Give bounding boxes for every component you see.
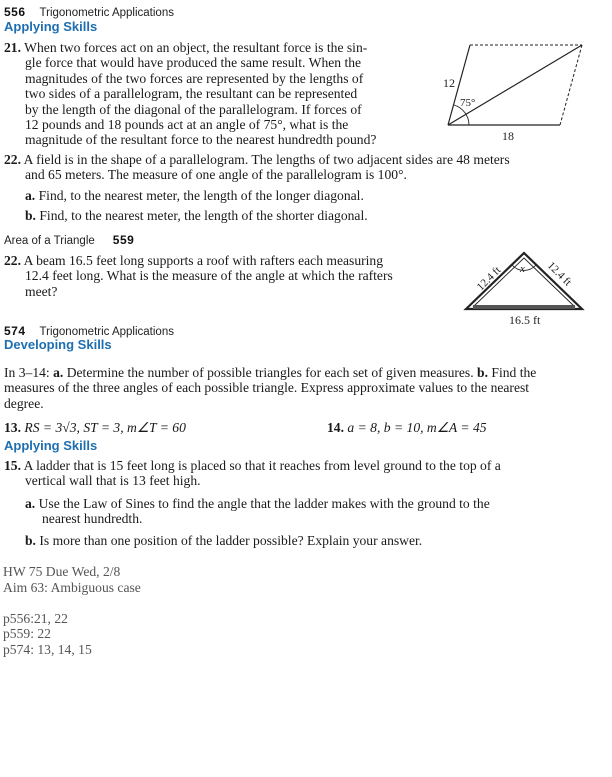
problem-text-line: magnitudes of the two forces are represented by the lengths of <box>25 70 364 86</box>
problem-text-line: two sides of a parallelogram, the resultant can be represented <box>25 86 358 102</box>
section-heading-developing-skills: Developing Skills <box>4 337 112 352</box>
problem-text-line: 12 pounds and 18 pounds act at an angle of 75°, what is the <box>25 117 349 133</box>
part-label: a. <box>53 365 64 380</box>
problem-text-line: 12.4 feet long. What is the measure of the angle at which the rafters <box>25 268 393 284</box>
problem-text-line: A ladder that is 15 feet long is placed so that it reaches from level ground to the top of a <box>23 458 501 473</box>
page-number: 574 <box>4 324 26 338</box>
instructions-line: measures of the three angles of each possible triangle. Express approximate values to the nearest <box>4 380 530 396</box>
homework-aim: Aim 63: Ambiguous case <box>3 579 141 595</box>
homework-due: HW 75 Due Wed, 2/8 <box>3 564 121 579</box>
part-label: b. <box>25 208 36 224</box>
problem-text: a = 8, b = 10, m∠A = 45 <box>347 420 487 435</box>
problem-text-line: vertical wall that is 13 feet high. <box>25 473 201 489</box>
part-b <box>4 208 610 223</box>
problem-text-line: gle force that would have produced the same result. When the <box>25 55 362 71</box>
angle-label-x: x <box>520 263 525 275</box>
base-label-18: 18 <box>502 129 514 143</box>
problem-text: RS = 3√3, ST = 3, m∠T = 60 <box>24 420 186 435</box>
part-text: Use the Law of Sines to find the angle that the ladder makes with the ground to the <box>38 495 490 511</box>
instructions-b-text: Find the <box>488 365 537 380</box>
problem-number: 22. <box>4 152 21 167</box>
problem-text-line: by the length of the diagonal of the parallelogram. If forces of <box>25 101 362 117</box>
page-title: Trigonometric Applications <box>39 7 174 19</box>
assignment-item: p574: 13, 14, 15 <box>3 641 92 657</box>
part-label: b. <box>477 365 488 380</box>
left-rafter-label: 12.4 ft <box>474 264 504 294</box>
right-rafter-label: 12.4 ft <box>544 259 574 289</box>
problem-text-line: magnitude of the resultant force to the nearest hundredth pound? <box>25 132 377 148</box>
instructions-a-text: Determine the number of possible triangles for each set of given measures. <box>63 365 478 380</box>
problem-22-beam <box>4 253 454 299</box>
instructions-line: degree. <box>4 395 44 411</box>
problem-13 <box>4 420 186 435</box>
part-label: b. <box>25 532 36 548</box>
part-label: a. <box>25 187 36 203</box>
problem-text-line: A beam 16.5 feet long supports a roof with rafters each measuring <box>23 253 384 268</box>
problem-text-line: meet? <box>25 283 58 299</box>
page-header-559 <box>4 231 134 249</box>
side-label-12: 12 <box>443 76 455 90</box>
part-text-line: nearest hundredth. <box>42 511 143 527</box>
page-number: 559 <box>112 233 135 247</box>
problem-15 <box>4 458 610 548</box>
beam-label: 16.5 ft <box>509 313 541 327</box>
instructions <box>4 365 610 411</box>
angle-label: 75° <box>460 97 476 109</box>
problem-number: 21. <box>4 40 21 55</box>
parallelogram-figure <box>430 30 610 150</box>
problem-text-line: and 65 meters. The measure of one angle of the parallelogram is 100°. <box>25 167 407 183</box>
section-heading-applying-skills-574: Applying Skills <box>4 438 98 453</box>
part-a <box>4 188 610 203</box>
part-a <box>4 496 610 511</box>
part-b <box>4 533 610 548</box>
assignment-item: p559: 22 <box>3 626 51 642</box>
dashed-right-side <box>560 45 582 125</box>
beam <box>473 305 575 309</box>
problem-number: 22. <box>4 253 21 268</box>
problem-number: 15. <box>4 458 21 473</box>
part-text: Is more than one position of the ladder possible? Explain your answer. <box>39 532 423 548</box>
page-number: 556 <box>4 5 26 19</box>
problem-22-parallelogram <box>4 152 610 224</box>
part-text: Find, to the nearest meter, the length of the shorter diagonal. <box>39 208 368 224</box>
problem-number: 13. <box>4 420 21 435</box>
instructions-prefix: In 3–14: <box>4 365 54 380</box>
roof-figure <box>460 245 610 335</box>
part-text: Find, to the nearest meter, the length of the longer diagonal. <box>38 187 364 203</box>
page-title: Area of a Triangle <box>4 235 95 247</box>
assignment-item: p556:21, 22 <box>3 610 68 626</box>
homework-notes <box>3 564 141 658</box>
problem-text-line: When two forces act on an object, the resultant force is the sin- <box>24 40 368 55</box>
problem-number: 14. <box>327 420 344 435</box>
problem-text-line: A field is in the shape of a parallelogram. The lengths of two adjacent sides are 48 meters <box>23 152 510 167</box>
problem-21 <box>4 40 434 148</box>
part-label: a. <box>25 495 36 511</box>
section-heading-applying-skills: Applying Skills <box>4 19 98 34</box>
page-title: Trigonometric Applications <box>39 326 174 338</box>
problem-14 <box>327 420 487 435</box>
diagonal <box>448 45 582 125</box>
